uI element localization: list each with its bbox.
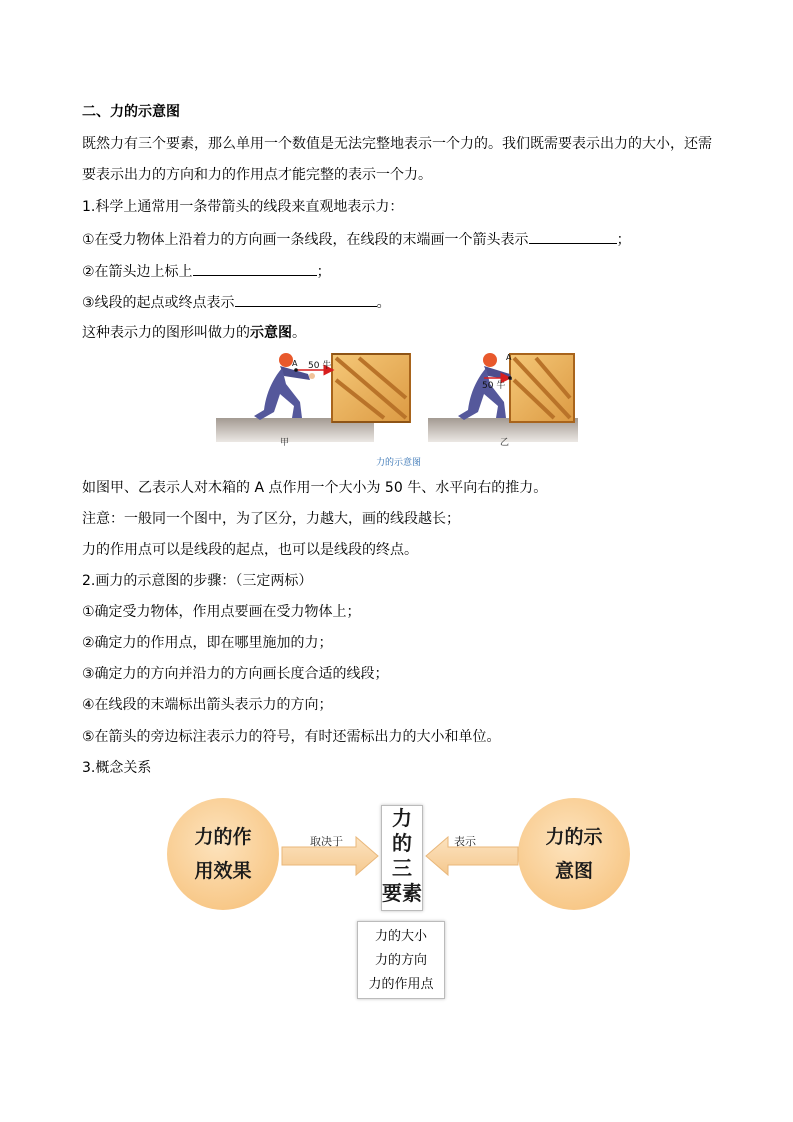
panel-jia-label: 甲 xyxy=(280,438,290,448)
fill-line-1-text: ①在受力物体上沿着力的方向画一条线段，在线段的末端画一个箭头表示 xyxy=(82,232,529,248)
three-elements-box xyxy=(381,805,423,911)
concept-effect-line-2: 用效果 xyxy=(194,860,252,882)
elements-list-box xyxy=(357,921,445,999)
fill-line-2-text: ②在箭头边上标上 xyxy=(82,264,193,280)
center-char-2: 的 xyxy=(392,831,412,855)
element-direction: 力的方向 xyxy=(374,953,427,968)
concept-effect-line-1: 力的作 xyxy=(194,826,252,848)
definition-line xyxy=(82,324,306,342)
center-char-3: 三 xyxy=(392,856,412,880)
fill-line-3-text: ③线段的起点或终点表示 xyxy=(82,295,235,311)
fill-line-1 xyxy=(82,229,631,249)
center-char-1: 力 xyxy=(392,806,412,830)
panel-yi xyxy=(428,353,578,448)
definition-text: 这种表示力的图形叫做力的 xyxy=(82,325,250,341)
point-2-heading: 2.画力的示意图的步骤：（三定两标） xyxy=(82,573,313,589)
step-1: ①确定受力物体，作用点要画在受力物体上； xyxy=(82,604,361,620)
fill-line-3-suffix: 。 xyxy=(376,295,391,311)
center-char-4: 要素 xyxy=(382,881,422,905)
concept-effect-circle xyxy=(167,798,279,910)
concept-diagram-circle xyxy=(518,798,630,910)
panel-yi-label: 乙 xyxy=(500,438,510,448)
point-a-label: A xyxy=(292,359,298,368)
answer-blank-1[interactable] xyxy=(529,229,617,244)
arrow-label-depends: 取决于 xyxy=(310,835,343,848)
section-heading: 二、力的示意图 xyxy=(82,104,180,120)
force-diagram-figure xyxy=(214,350,580,468)
concept-diagram-line-2: 意图 xyxy=(554,860,593,882)
fill-line-3 xyxy=(82,292,391,312)
force-value-label: 50 牛 xyxy=(482,381,506,391)
fill-line-2-suffix: ； xyxy=(316,264,331,280)
note-line-2: 力的作用点可以是线段的起点，也可以是线段的终点。 xyxy=(82,542,418,558)
point-3-heading: 3.概念关系 xyxy=(82,760,152,776)
point-1-heading: 1.科学上通常用一条带箭头的线段来直观地表示力： xyxy=(82,199,404,215)
figure-explanation: 如图甲、乙表示人对木箱的 A 点作用一个大小为 50 牛、水平向右的推力。 xyxy=(82,480,548,496)
answer-blank-3[interactable] xyxy=(235,292,377,307)
note-line-1: 注意：一般同一个图中，为了区分，力越大，画的线段越长； xyxy=(82,511,460,527)
force-value-label: 50 牛 xyxy=(308,361,332,371)
fill-line-1-suffix: ； xyxy=(616,232,631,248)
step-2: ②确定力的作用点，即在哪里施加的力； xyxy=(82,635,333,651)
element-magnitude: 力的大小 xyxy=(374,929,427,944)
fill-line-2 xyxy=(82,261,331,281)
definition-term: 示意图 xyxy=(250,325,292,341)
panel-jia xyxy=(216,353,410,448)
concept-diagram-line-1: 力的示 xyxy=(545,826,603,848)
step-3: ③确定力的方向并沿力的方向画长度合适的线段； xyxy=(82,666,389,682)
answer-blank-2[interactable] xyxy=(193,261,317,276)
point-a-label: A xyxy=(506,353,512,362)
definition-suffix: 。 xyxy=(292,325,306,341)
figure-caption: 力的示意图 xyxy=(376,458,422,468)
arrow-label-represents: 表示 xyxy=(454,835,476,848)
element-point: 力的作用点 xyxy=(368,977,434,992)
worker-pushing-icon xyxy=(254,353,315,420)
step-4: ④在线段的末端标出箭头表示力的方向； xyxy=(82,697,333,713)
intro-line-1: 既然力有三个要素，那么单用一个数值是无法完整地表示一个力的。我们既需要表示出力的大小，还需 xyxy=(82,136,712,152)
intro-line-2: 要表示出力的方向和力的作用点才能完整的表示一个力。 xyxy=(82,167,432,183)
step-5: ⑤在箭头的旁边标注表示力的符号，有时还需标出力的大小和单位。 xyxy=(82,729,501,745)
